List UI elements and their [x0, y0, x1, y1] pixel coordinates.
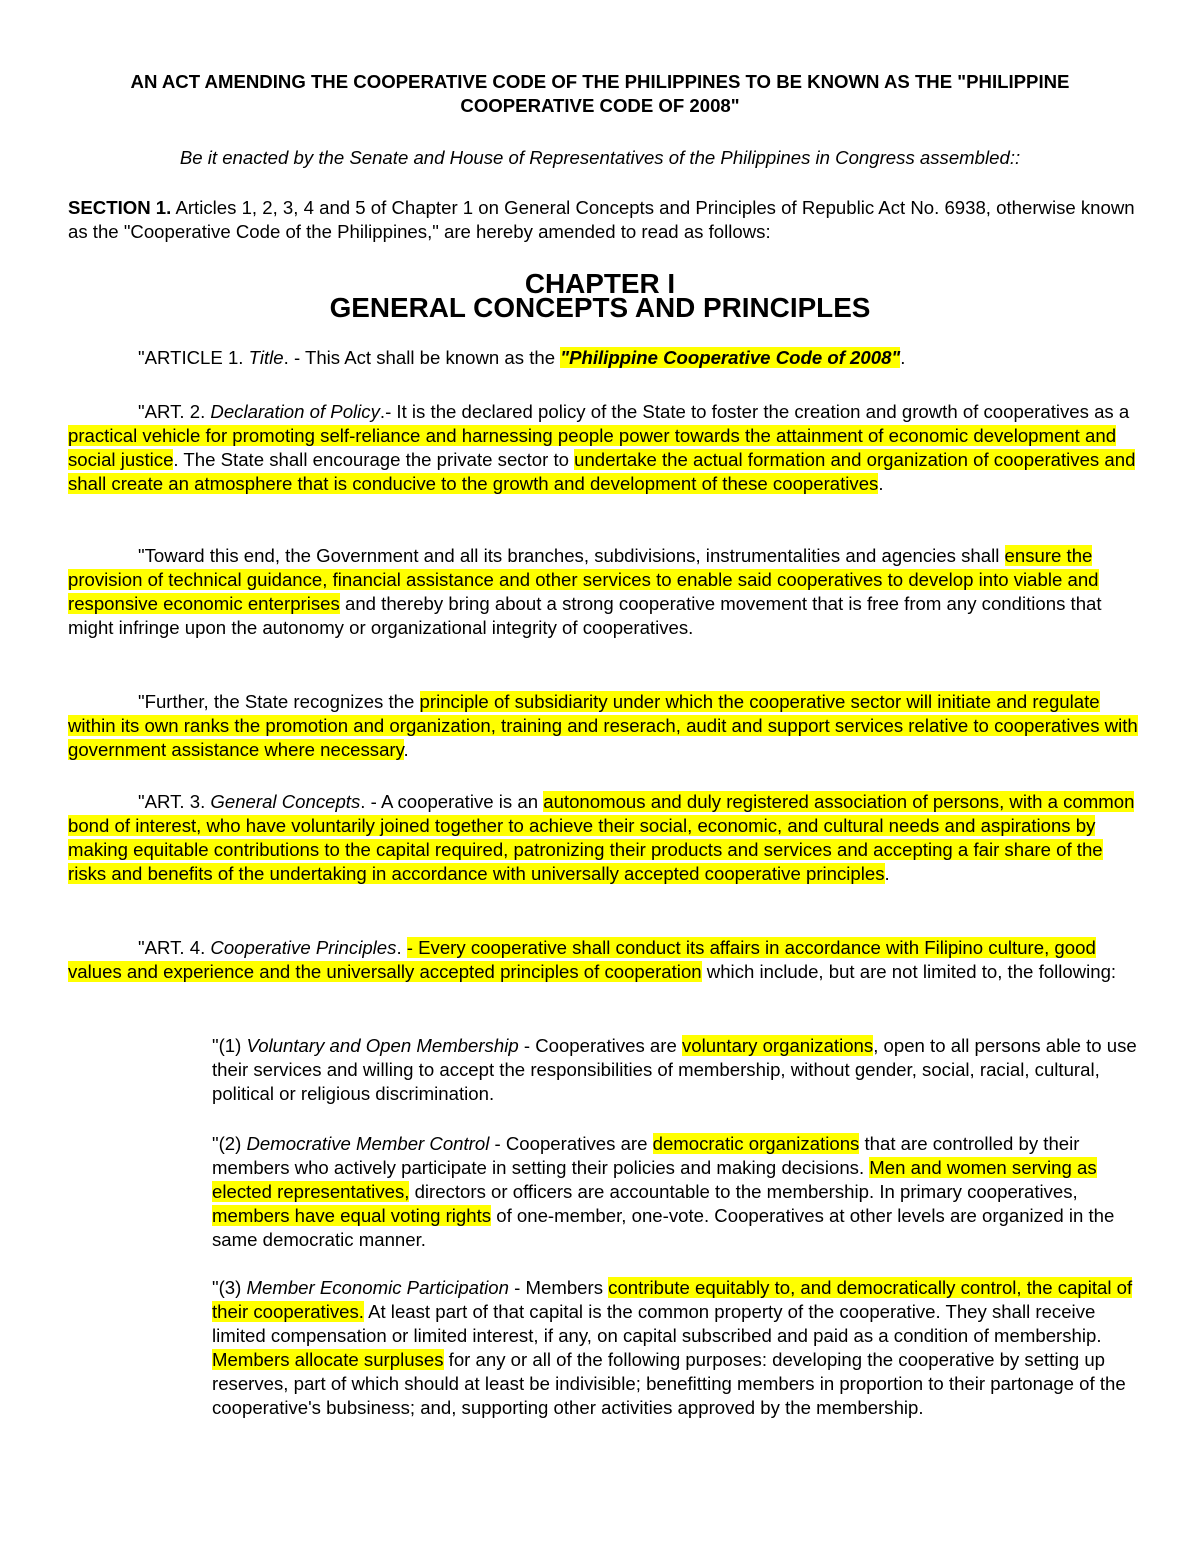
principle-1-text-1: - Cooperatives are [518, 1035, 682, 1056]
toward-text-1: "Toward this end, the Government and all its branches, subdivisions, instrumentalities and agencies shall [138, 545, 1005, 566]
principle-2-text-3: directors or officers are accountable to the membership. In primary cooperatives, [409, 1180, 1078, 1202]
principle-2-text-2: that are controlled by their members who actively participate in setting their policies and making decisions. [212, 1133, 1080, 1178]
article-4-prefix: "ART. 4. [138, 937, 211, 958]
enacting-clause: Be it enacted by the Senate and House of Representatives of the Philippines in Congress assembled:: [179, 147, 1021, 168]
article-1-text: . - This Act shall be known as the [283, 347, 561, 368]
principle-2-highlight-3: members have equal voting rights [212, 1204, 492, 1226]
principle-2-text-1: - Cooperatives are [489, 1133, 653, 1154]
article-1-code-name: "Philippine Cooperative Code of 2008" [560, 347, 901, 368]
section-1-label: SECTION 1. [68, 197, 172, 218]
article-2-highlight-2: undertake the actual formation and organization of cooperatives and shall create an atmosphere that is conducive to the growth and development of these cooperatives [68, 448, 1136, 494]
article-2-heading: Declaration of Policy [210, 401, 380, 422]
further-highlight: principle of subsidiarity under which the cooperative sector will initiate and regulate within its own ranks the promotion and organization, training and reserach, audit and support services relative to cooperatives with government assistance where necessary [68, 691, 1138, 760]
principle-2-highlight-2: Men and women serving as elected representatives, [212, 1156, 1097, 1202]
section-1-text: Articles 1, 2, 3, 4 and 5 of Chapter 1 on General Concepts and Principles of Republic Act No. 6938, otherwise known as the "Cooperative Code of the Philippines," are hereby amended to read as follows: [68, 197, 1135, 242]
principle-3-heading: Member Economic Participation [246, 1277, 509, 1298]
article-2 [68, 400, 1138, 496]
article-1 [138, 346, 1138, 370]
article-3-heading: General Concepts [210, 791, 361, 812]
principle-2-prefix: "(2) [212, 1133, 247, 1154]
chapter-heading [60, 268, 1140, 323]
article-3-highlight: autonomous and duly registered association of persons, with a common bond of interest, who have voluntarily joined together to achieve their social, economic, and cultural needs and aspirations by making equitable contributions to the capital required, patronizing their products and services and accepting a fair share of the risks and benefits of the undertaking in accordance with universally accepted cooperative principles [68, 791, 1135, 884]
principle-3-text-2: At least part of that capital is the common property of the cooperative. They shall receive limited compensation or limited interest, if any, on capital subscribed and paid as a condition of membership. [212, 1300, 1102, 1346]
chapter-number: CHAPTER I [524, 268, 676, 299]
principle-2 [212, 1132, 1142, 1252]
document-title [60, 70, 1140, 118]
principle-1-prefix: "(1) [212, 1035, 247, 1056]
principle-3-highlight-1: contribute equitably to, and democratically control, the capital of their cooperatives. [212, 1277, 1133, 1322]
title-line-1: AN ACT AMENDING THE COOPERATIVE CODE OF THE PHILIPPINES TO BE KNOWN AS THE "PHILIPPINE [130, 71, 1070, 92]
principle-1-text-2: , open to all persons able to use their services and willing to accept the responsibilities of membership, without gender, social, racial, cultural, political or religious discrimination. [212, 1035, 1137, 1104]
principle-1-heading: Voluntary and Open Membership [246, 1035, 519, 1056]
chapter-name: GENERAL CONCEPTS AND PRINCIPLES [329, 291, 871, 323]
toward-highlight: ensure the provision of technical guidance, financial assistance and other services to enable said cooperatives to develop into viable and responsive economic enterprises [68, 545, 1099, 614]
article-4 [68, 936, 1138, 984]
article-1-prefix: "ARTICLE 1. [138, 347, 249, 368]
article-2-text-2: . The State shall encourage the private sector to [173, 448, 575, 470]
article-4-highlight: - Every cooperative shall conduct its affairs in accordance with Filipino culture, good values and experience and the universally accepted principles of cooperation [68, 937, 1096, 982]
article-4-text-1: . [396, 937, 407, 958]
toward-text-2: and thereby bring about a strong cooperative movement that is free from any conditions that might infringe upon the autonomy or organizational integrity of cooperatives. [68, 592, 1102, 638]
toward-paragraph [68, 544, 1138, 640]
principle-1-highlight: voluntary organizations [681, 1035, 874, 1056]
title-line-2: COOPERATIVE CODE OF 2008" [460, 95, 740, 116]
article-3-text-2: . [884, 862, 890, 884]
principle-3-prefix: "(3) [212, 1277, 247, 1298]
article-1-heading: Title [248, 347, 284, 368]
section-1 [68, 196, 1138, 244]
principle-2-highlight-1: democratic organizations [652, 1133, 860, 1154]
article-2-text-3: . [878, 472, 884, 494]
article-3-text-1: . - A cooperative is an [360, 791, 544, 812]
further-text-1: "Further, the State recognizes the [138, 691, 420, 712]
principle-2-text-4: of one-member, one-vote. Cooperatives at other levels are organized in the same democratic manner. [212, 1204, 1115, 1250]
principle-3 [212, 1276, 1142, 1419]
article-3 [68, 790, 1138, 886]
article-3-prefix: "ART. 3. [138, 791, 211, 812]
principle-3-text-3: for any or all of the following purposes: developing the cooperative by setting up reserves, part of which should at least be indivisible; benefitting members in proportion to their partonage of the cooperative's bubsiness; and, supporting other activities approved by the membership. [212, 1348, 1126, 1418]
article-4-heading: Cooperative Principles [210, 937, 397, 958]
principle-1 [212, 1034, 1142, 1106]
article-2-prefix: "ART. 2. [138, 401, 211, 422]
article-4-text-2: which include, but are not limited to, the following: [701, 960, 1117, 982]
article-2-highlight-1: practical vehicle for promoting self-reliance and harnessing people power towards the attainment of economic development and social justice [68, 424, 1117, 470]
principle-2-heading: Democrative Member Control [246, 1133, 490, 1154]
further-text-2: . [403, 738, 409, 760]
principle-3-highlight-2: Members allocate surpluses [212, 1348, 444, 1370]
article-2-text-1: .- It is the declared policy of the State to foster the creation and growth of cooperatives as a [379, 401, 1130, 422]
principle-3-text-1: - Members [508, 1277, 609, 1298]
further-paragraph [68, 690, 1138, 762]
article-1-end: . [900, 347, 906, 368]
